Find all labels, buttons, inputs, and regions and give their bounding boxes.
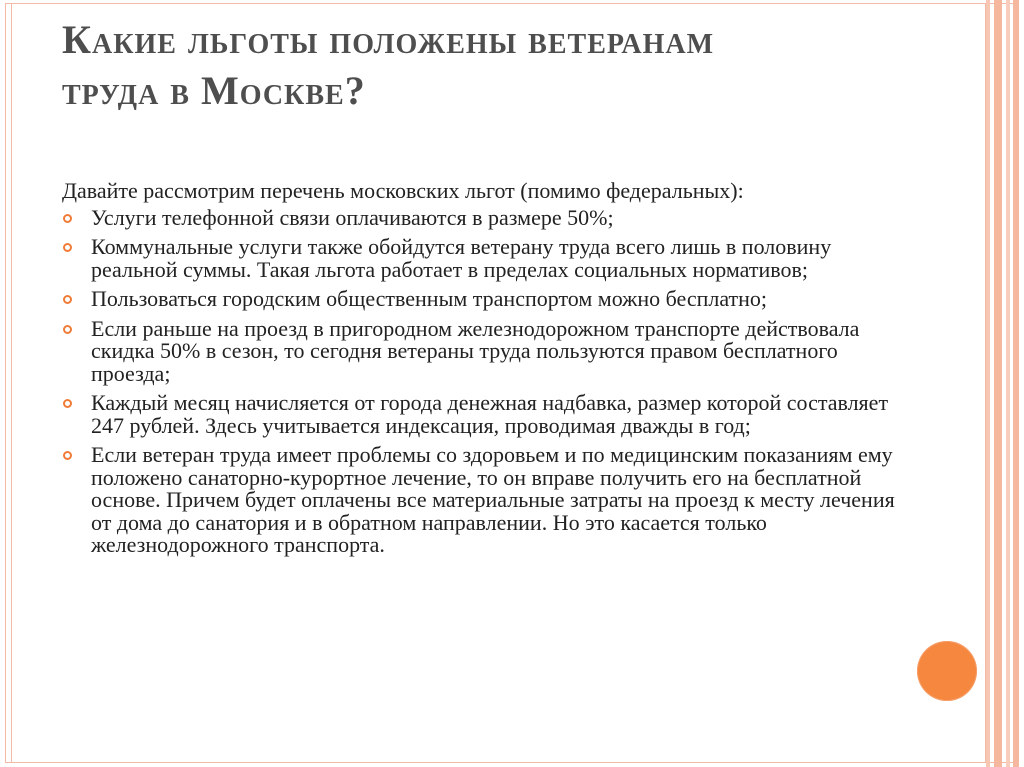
intro-text: Давайте рассмотрим перечень московских льгот (помимо федеральных): — [62, 178, 744, 203]
list-item — [62, 315, 902, 386]
bullet-circle-icon — [63, 451, 72, 460]
list-item — [62, 288, 902, 311]
bullet-circle-icon — [63, 399, 72, 408]
bullet-circle-icon — [63, 325, 72, 334]
list-item-text: Коммунальные услуги также обойдутся ветерану труда всего лишь в половину реальной суммы. Такая льгота работает в пределах социальных нормативов; — [91, 234, 832, 282]
bullet-circle-icon — [63, 295, 72, 304]
bullet-circle-icon — [63, 243, 72, 252]
list-item-text: Услуги телефонной связи оплачиваются в размере 50%; — [91, 204, 614, 230]
list-item — [62, 392, 902, 437]
benefits-list — [62, 204, 902, 557]
decor-stripe — [1013, 0, 1019, 767]
list-item-text: Пользоваться городским общественным транспортом можно бесплатно; — [91, 286, 768, 311]
decor-stripe — [994, 0, 1002, 767]
intro-paragraph — [62, 180, 902, 203]
decor-stripe — [986, 0, 990, 767]
list-item — [62, 444, 902, 557]
slide-content — [62, 180, 902, 564]
decor-circle — [917, 641, 977, 701]
list-item — [62, 204, 902, 230]
title-line-2: труда в Москве? — [62, 68, 366, 113]
list-item-text: Если ветеран труда имеет проблемы со здоровьем и по медицинским показаниям ему положено санаторно-курортное лечение, то он вправе получить его на бесплатной основе. Причем будет оплачены все материальные затраты на проезд к месту лечения от дома до санатория и в обратном направлении. Но это касается только железнодорожного транспорта. — [91, 442, 895, 557]
bullet-circle-icon — [63, 214, 72, 223]
list-item-text: Если раньше на проезд в пригородном железнодорожном транспорте действовала скидка 50% в сезон, то сегодня ветераны труда пользуются правом бесплатного проезда; — [91, 315, 860, 386]
list-item-text: Каждый месяц начисляется от города денежная надбавка, размер которой составляет 247 рублей. Здесь учитывается индексация, проводимая дважды в год; — [91, 390, 889, 438]
title-line-1: Какие льготы положены ветеранам — [62, 17, 715, 62]
list-item — [62, 236, 902, 281]
slide-title — [62, 14, 962, 116]
decor-stripe — [1006, 0, 1010, 767]
